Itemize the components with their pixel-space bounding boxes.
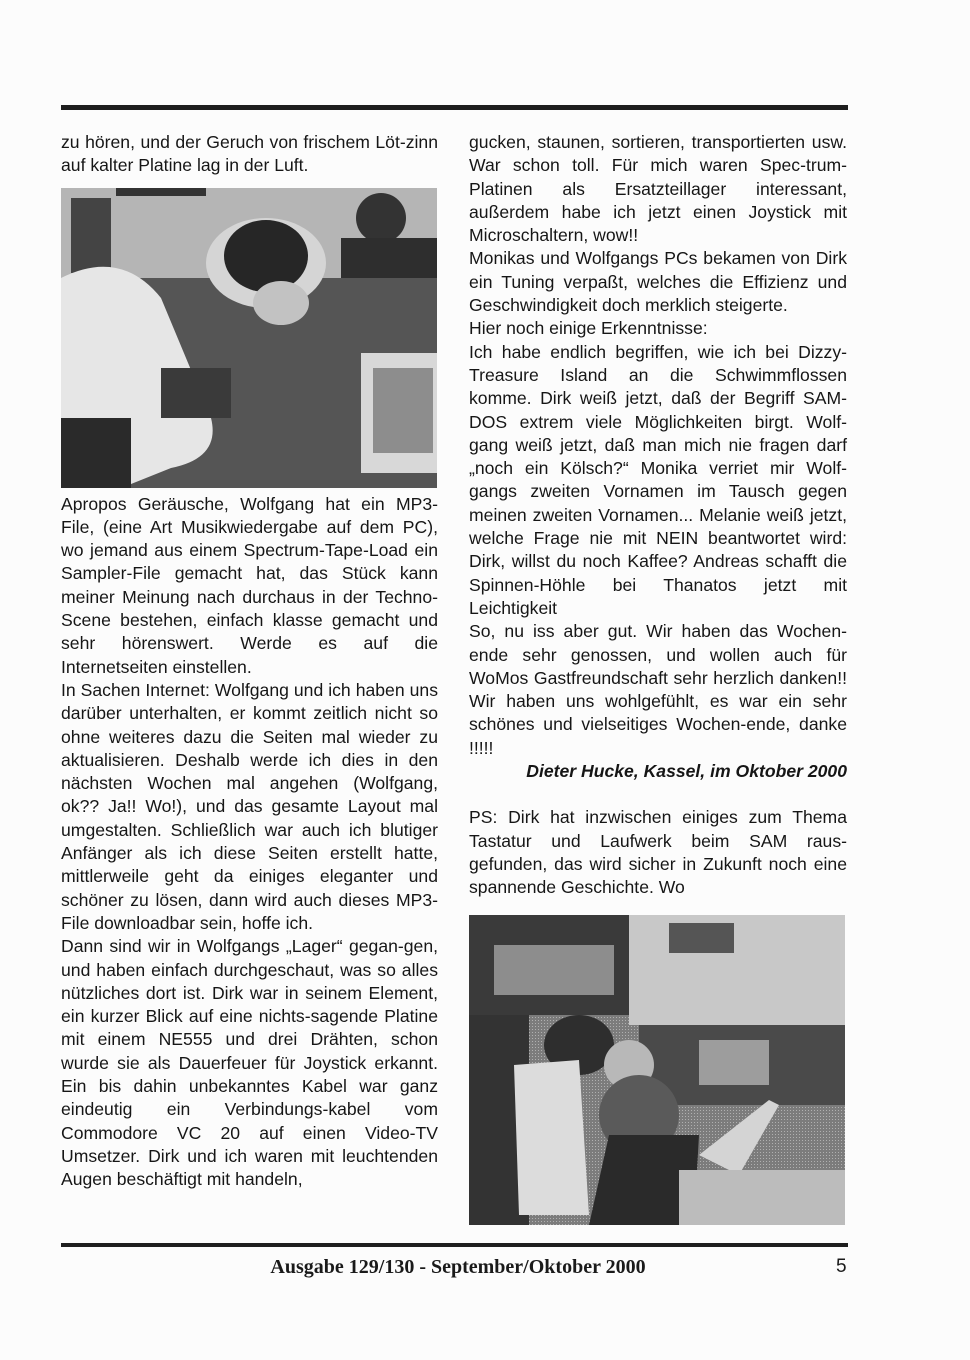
paragraph: zu hören, und der Geruch von frischem Löt-zinn auf kalter Platine lag in der Luft. [61, 132, 438, 176]
left-column [61, 131, 438, 1192]
paragraph: Dann sind wir in Wolfgangs „Lager“ gegan-gen, und haben einfach durchgeschaut, was so alles nützliches dort ist. Dirk war in seinem Element, ein kurzer Blick auf eine nichts-sagende Platine mit einem NE555 und drei Drähten, schon wurde sie als Dauerfeuer für Joystick erkannt. Ein bis dahin unbekanntes Kabel war ganz eindeutig ein Verbindungs-kabel vom Commodore VC 20 auf einen Video-TV Umsetzer. Dirk und ich waren mit leuchtenden Augen beschäftigt mit handeln, [61, 936, 438, 1190]
top-rule [61, 105, 848, 110]
right-column [469, 131, 847, 1233]
paragraph: Hier noch einige Erkenntnisse: [469, 318, 708, 339]
author-signature: Dieter Hucke, Kassel, im Oktober 2000 [526, 761, 847, 782]
photo-soldering [61, 188, 437, 488]
paragraph: Ich habe endlich begriffen, wie ich bei Dizzy-Treasure Island an die Schwimmflossen komme. Dirk weiß jetzt, daß der Begriff SAM-DOS extrem viele Möglichkeiten birgt. Wolf-gang weiß jetzt, daß man mich nie fragen darf „noch ein Kölsch?“ Monika verriet mir Wolf-gangs zweiten Vornamen im Tausch gegen meinen zweiten Vornamen... Melanie weiß jetzt, welche Frage nie mit NEIN beantwortet wird: Dirk, willst du noch Kaffee? Andreas schafft die Spinnen-Höhle bei Thanatos jetzt mit Leichtigkeit [469, 341, 847, 618]
paragraph: gucken, staunen, sortieren, transportierten usw. War schon toll. Für mich waren Spec-trum-Platinen als Ersatzteillager interessant, außerdem habe ich jetzt einen Joystick mit Microschaltern, wow!! [469, 132, 847, 246]
paragraph: Monikas und Wolfgangs PCs bekamen von Dirk ein Tuning verpaßt, welches die Effizienz und Geschwindigkeit doch merklich steigerte. [469, 248, 847, 316]
paragraph: So, nu iss aber gut. Wir haben das Wochen-ende sehr genossen, und wollen auch für WoMos Gastfreundschaft sehr herzlich danken!! Wir haben uns wohlgefühlt, es war ein sehr schönes und vielseitiges Wochen-ende, danke !!!!! [469, 621, 847, 758]
page-number: 5 [836, 1256, 847, 1277]
photo-soldering-image [61, 188, 437, 488]
paragraph: In Sachen Internet: Wolfgang und ich haben uns darüber unterhalten, er kommt zeitlich nicht so ohne weiteres dazu die Seiten mal wieder zu aktualisieren. Deshalb werde ich dies in den nächsten Wochen mal angehen (Wolfgang, ok?? Ja!! Wo!), und das gesamte Layout mal umgestalten. Schließlich war auch ich blutiger Anfänger als ich diese Seiten erstellt hatte, mittlerweile geht da einiges eleganter und schöner zu lösen, dann wird auch dieses MP3-File downloadbar sein, hoffe ich. [61, 679, 438, 933]
photo-computer-group-image [469, 915, 845, 1225]
bottom-rule [61, 1243, 848, 1247]
postscript: PS: Dirk hat inzwischen einiges zum Thema Tastatur und Laufwerk beim SAM raus-gefunden, das wird sicher in Zukunft noch eine spannende Geschichte. Wo [469, 807, 847, 898]
photo-computer-group [469, 915, 845, 1225]
spacer [469, 783, 847, 806]
paragraph: Apropos Geräusche, Wolfgang hat ein MP3-File, (eine Art Musikwiedergabe auf dem PC), wo jemand aus einem Spectrum-Tape-Load ein Sampler-File gemacht hat, das Stück kann meiner Meinung nach durchaus in der Techno-Scene bestehen, einfach klasse gemacht und sehr hörenswert. Werde es auf die Internetseiten einstellen. [61, 493, 438, 677]
issue-label: Ausgabe 129/130 - September/Oktober 2000 [270, 1256, 646, 1278]
